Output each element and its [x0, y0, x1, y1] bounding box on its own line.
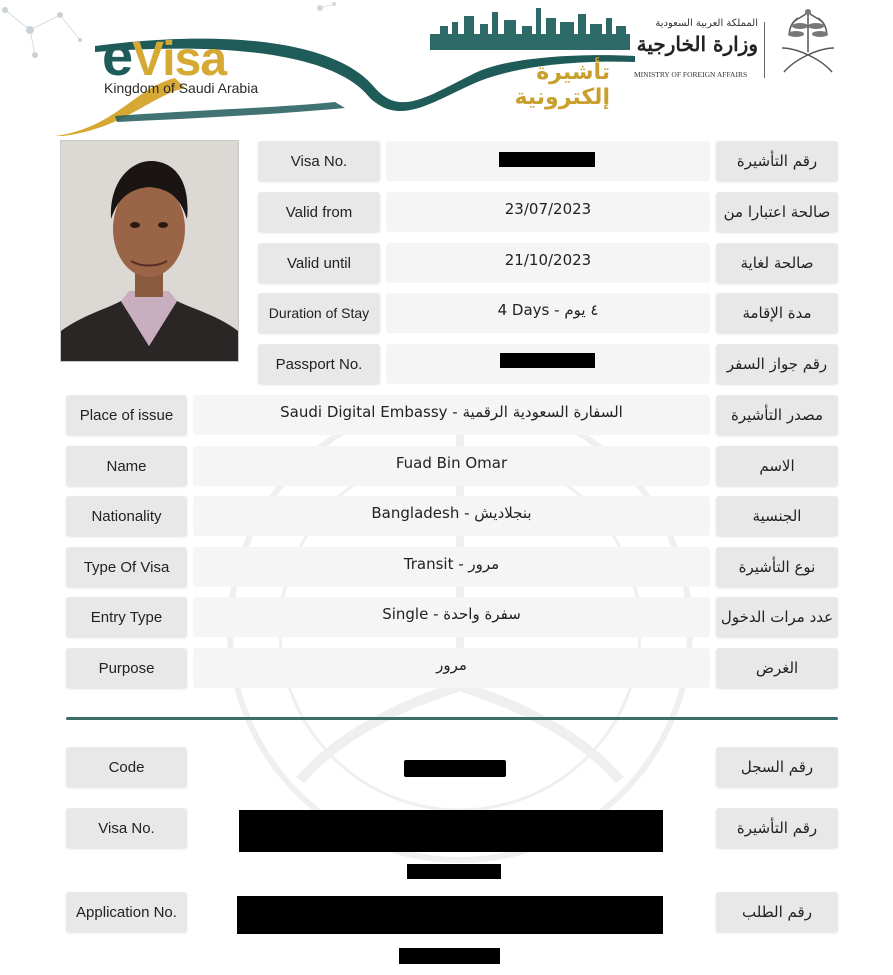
saudi-emblem-icon: [772, 8, 844, 82]
valid-until-label-ar: صالحة لغاية: [716, 243, 838, 283]
code-redaction: [404, 760, 506, 777]
visa-barcode-number-redaction: [407, 864, 501, 879]
visa-no-label: Visa No.: [258, 141, 380, 181]
redaction-bar: [500, 353, 595, 368]
ministry-divider: [764, 22, 765, 78]
type-of-visa-value: Transit - مرور: [193, 547, 710, 587]
duration-label: Duration of Stay: [258, 293, 380, 333]
barcode-visa-no-label: Visa No.: [66, 808, 187, 848]
ministry-name-en: MINISTRY OF FOREIGN AFFAIRS: [634, 70, 748, 79]
valid-from-value: 23/07/2023: [386, 192, 710, 232]
nationality-label-ar: الجنسية: [716, 496, 838, 536]
application-no-label: Application No.: [66, 892, 187, 932]
purpose-value: مرور: [193, 648, 710, 688]
passport-no-label: Passport No.: [258, 344, 380, 384]
skyline-icon: [430, 8, 630, 50]
person-photo-icon: [61, 141, 238, 361]
entry-type-label-ar: عدد مرات الدخول: [716, 597, 838, 637]
evisa-subtitle: Kingdom of Saudi Arabia: [104, 80, 259, 96]
place-of-issue-label: Place of issue: [66, 395, 187, 435]
passport-photo: [60, 140, 239, 362]
valid-from-label: Valid from: [258, 192, 380, 232]
barcode-visa-no-label-ar: رقم التأشيرة: [716, 808, 838, 848]
place-of-issue-label-ar: مصدر التأشيرة: [716, 395, 838, 435]
application-number-redaction: [399, 948, 500, 964]
ministry-name-ar: وزارة الخارجية: [636, 32, 758, 56]
ministry-country-ar: المملكة العربية السعودية: [655, 18, 758, 29]
redaction-bar: [499, 152, 595, 167]
application-barcode-redaction: [237, 896, 663, 934]
header: [0, 0, 893, 135]
visa-no-value: [386, 141, 710, 181]
valid-until-label: Valid until: [258, 243, 380, 283]
evisa-logo: [102, 24, 227, 87]
application-no-label-ar: رقم الطلب: [716, 892, 838, 932]
nationality-label: Nationality: [66, 496, 187, 536]
entry-type-label: Entry Type: [66, 597, 187, 637]
duration-label-ar: مدة الإقامة: [716, 293, 838, 333]
valid-from-label-ar: صالحة اعتبارا من: [716, 192, 838, 232]
evisa-logo-e: e: [102, 24, 133, 87]
code-label: Code: [66, 747, 187, 787]
code-label-ar: رقم السجل: [716, 747, 838, 787]
type-of-visa-label: Type Of Visa: [66, 547, 187, 587]
duration-value: 4 Days - ٤ يوم: [386, 293, 710, 333]
name-value: Fuad Bin Omar: [193, 446, 710, 486]
place-of-issue-value: Saudi Digital Embassy - السفارة السعودية الرقمية: [193, 395, 710, 435]
type-of-visa-label-ar: نوع التأشيرة: [716, 547, 838, 587]
entry-type-value: Single - سفرة واحدة: [193, 597, 710, 637]
nationality-value: Bangladesh - بنجلاديش: [193, 496, 710, 536]
valid-until-value: 21/10/2023: [386, 243, 710, 283]
purpose-label-ar: الغرض: [716, 648, 838, 688]
evisa-logo-visa: Visa: [132, 33, 227, 86]
name-label: Name: [66, 446, 187, 486]
passport-no-label-ar: رقم جواز السفر: [716, 344, 838, 384]
name-label-ar: الاسم: [716, 446, 838, 486]
section-divider: [66, 717, 838, 720]
purpose-label: Purpose: [66, 648, 187, 688]
visa-barcode-redaction: [239, 810, 663, 852]
passport-no-value: [386, 344, 710, 384]
arabic-evisa-title: تأشيرة إلكترونية: [514, 60, 610, 110]
visa-no-label-ar: رقم التأشيرة: [716, 141, 838, 181]
network-decoration-icon: [300, 0, 340, 20]
